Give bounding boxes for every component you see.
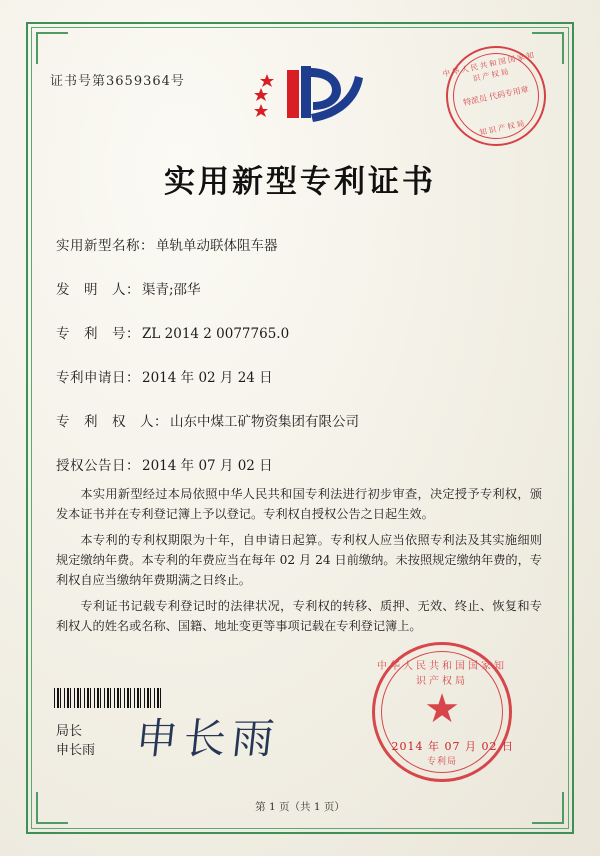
page-title: 实用新型专利证书 (164, 164, 436, 200)
field-application-date (56, 366, 544, 386)
field-utility-model-name (56, 234, 544, 254)
director-signature-label (56, 722, 95, 760)
field-value: 2014 年 02 月 24 日 (142, 370, 273, 386)
national-seal-icon (372, 642, 512, 782)
certificate-fields (56, 234, 544, 498)
page-footer: 第 1 页（共 1 页） (255, 801, 345, 813)
field-label: 专利申请日： (56, 370, 140, 386)
agency-seal-top-arc-text: 中华人民共和国国家知识产权局 (441, 49, 537, 84)
field-value: 单轨单动联体阻车器 (156, 238, 278, 254)
national-seal-arc-top-text: 中华人民共和国国家知识产权局 (377, 661, 507, 687)
field-value: 2014 年 07 月 02 日 (142, 458, 273, 474)
legal-paragraph: 本专利的专利权期限为十年，自申请日起算。专利权人应当依照专利法及其实施细则规定缴纳年费。本专利的年费应当在每年 02 月 24 日前缴纳。未按照规定缴纳年费的，专利权自应当缴纳年费期满之日终止。 (56, 533, 542, 587)
certificate-number: 证书号第3659364号 (50, 74, 185, 89)
field-inventor (56, 278, 544, 298)
field-value: 山东中煤工矿物资集团有限公司 (170, 414, 359, 430)
seal-date: 2014 年 07 月 02 日 (391, 740, 514, 753)
field-label: 授权公告日： (56, 458, 140, 474)
field-value: ZL 2014 2 0077765.0 (142, 326, 290, 342)
legal-text-block (56, 484, 542, 642)
field-patent-number (56, 322, 544, 342)
agency-seal-top-arc-bottom-text: 知识产权局 (478, 118, 527, 138)
field-label: 专 利 权 人： (56, 414, 168, 430)
field-value: 渠青;邵华 (142, 282, 201, 298)
field-grant-announcement-date (56, 454, 544, 474)
certificate-content (46, 44, 554, 816)
national-seal-arc-bottom-text: 专利局 (426, 757, 457, 767)
field-patentee (56, 410, 544, 430)
legal-paragraph: 专利证书记载专利登记时的法律状况，专利权的转移、质押、无效、终止、恢复和专利权人的姓名或名称、国籍、地址变更等事项记载在专利登记簿上。 (56, 599, 542, 633)
field-label: 发 明 人： (56, 282, 140, 298)
sipo-logo-icon (46, 52, 554, 136)
field-label: 专 利 号： (56, 326, 140, 342)
agency-seal-top-center-text: 特派员 代码专用章 (462, 84, 530, 108)
star-icon: ★ (424, 686, 460, 733)
barcode (54, 688, 162, 708)
handwritten-signature: 申长雨 (133, 714, 283, 763)
legal-paragraph: 本实用新型经过本局依照中华人民共和国专利法进行初步审查，决定授予专利权，颁发本证书并在专利登记簿上予以登记。专利权自授权公告之日起生效。 (56, 487, 542, 521)
director-name: 申长雨 (56, 743, 96, 758)
director-title: 局长 (56, 724, 83, 739)
field-label: 实用新型名称： (56, 238, 154, 254)
